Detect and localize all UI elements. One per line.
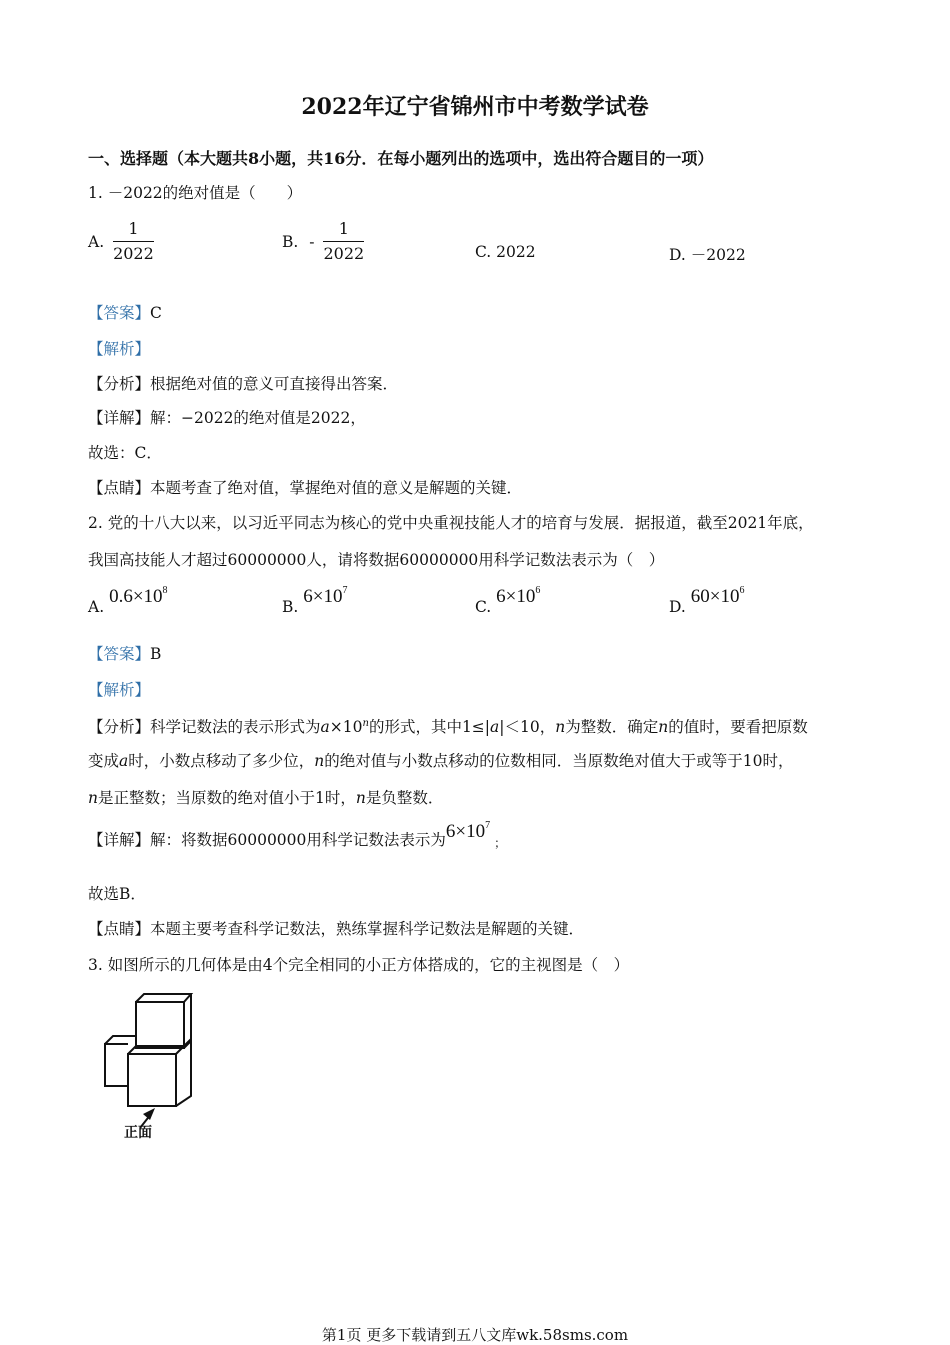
base: 60×10 <box>690 586 740 607</box>
base: 6×10 <box>303 586 343 607</box>
answer-value: C <box>150 304 162 322</box>
front-cube-side <box>176 1039 191 1106</box>
arrow-icon <box>143 1108 155 1120</box>
front-cube-front <box>128 1054 176 1106</box>
q2-xiangjie: 【详解】解：将数据60000000用科学记数法表示为$6\times 10^7_;$ <box>88 820 507 850</box>
answer-tag: 【答案】 <box>88 304 151 322</box>
q1-guxuan: 故选：C． <box>88 444 162 462</box>
q2-option-b <box>282 585 348 616</box>
q1-option-c: C. 2022 <box>475 243 536 261</box>
base: 6×10 <box>496 586 536 607</box>
q2-option-a <box>88 585 168 616</box>
question-2-stem-line2: 我国高技能人才超过60000000人，请将数据60000000用科学记数法表示为（ ） <box>88 551 665 569</box>
q2-analysis-tag: 【解析】 <box>88 681 151 699</box>
answer-value: B <box>150 645 162 663</box>
question-2-stem-line1: 2. 党的十八大以来，以习近平同志为核心的党中央重视技能人才的培育与发展．据报道，截至2021年底， <box>88 514 814 532</box>
fraction <box>323 218 364 265</box>
option-label: C. <box>475 598 492 616</box>
section-heading: 一、选择题（本大题共8小题，共16分．在每小题列出的选项中，选出符合题目的一项） <box>88 149 714 168</box>
xiangjie-text: 【详解】解：将数据60000000用科学记数法表示为 <box>88 831 446 849</box>
q2-fenxi-line2: 变成a时，小数点移动了多少位，n的绝对值与小数点移动的位数相同．当原数绝对值大于或等于10时， <box>88 752 794 770</box>
question-3-stem: 3. 如图所示的几何体是由4个完全相同的小正方体搭成的，它的主视图是（ ） <box>88 956 630 974</box>
q2-fenxi-line1: 【分析】科学记数法的表示形式为$a\times 10^n$的形式，其中1≤|a|＜10，n为整数．确定n的值时，要看把原数 <box>88 718 808 737</box>
q2-fenxi-line3: n是正整数；当原数的绝对值小于1时，n是负整数． <box>88 789 444 807</box>
left-cube-front <box>105 1044 128 1086</box>
option-label: B. <box>282 598 299 616</box>
q1-option-a <box>88 218 154 265</box>
sci-notation: $6\times 10^7$ <box>445 820 491 842</box>
exponent: 6 <box>535 585 541 596</box>
page-footer: 第1页 更多下载请到五八文库wk.58sms.com <box>321 1326 629 1344</box>
top-cube-front <box>136 1002 184 1048</box>
numerator: 1 <box>323 218 364 242</box>
numerator: 1 <box>113 218 154 242</box>
answer-tag: 【答案】 <box>88 645 151 663</box>
base: 0.6×10 <box>109 586 163 607</box>
q1-dianjing: 【点睛】本题考查了绝对值，掌握绝对值的意义是解题的关键． <box>88 479 523 497</box>
denominator: 2022 <box>323 244 365 263</box>
question-1-stem: 1. －2022的绝对值是（ ） <box>88 184 303 202</box>
q2-option-d <box>669 585 745 616</box>
q2-option-c <box>475 585 541 616</box>
q1-xiangjie: 【详解】解：−2022的绝对值是2022， <box>88 409 366 427</box>
exponent: 8 <box>162 585 168 596</box>
q1-option-b <box>282 218 364 265</box>
page-title: 2022年辽宁省锦州市中考数学试卷 <box>301 94 649 120</box>
fraction <box>113 218 154 265</box>
figure-label: 正面 <box>124 1125 152 1141</box>
exponent: 6 <box>739 585 745 596</box>
sci-notation <box>496 586 540 607</box>
q1-analysis-tag: 【解析】 <box>88 340 151 358</box>
top-cube-top <box>136 994 191 1002</box>
q2-dianjing: 【点睛】本题主要考查科学记数法，熟练掌握科学记数法是解题的关键． <box>88 920 585 938</box>
sci-notation <box>109 586 167 607</box>
sci-notation <box>691 586 745 607</box>
option-label: D. <box>669 598 686 616</box>
option-label: A. <box>88 232 105 251</box>
q2-guxuan: 故选B． <box>88 885 146 903</box>
q2-answer <box>88 644 161 664</box>
sci-notation <box>303 586 347 607</box>
q1-fenxi: 【分析】根据绝对值的意义可直接得出答案． <box>88 375 399 393</box>
q1-answer <box>88 303 162 323</box>
left-cube-top <box>105 1036 136 1044</box>
exponent: 7 <box>342 585 348 596</box>
option-label: B. <box>282 232 299 251</box>
denominator: 2022 <box>113 244 154 263</box>
minus-sign: - <box>309 232 315 251</box>
option-label: A. <box>88 598 105 616</box>
q1-option-d: D. －2022 <box>669 246 746 264</box>
